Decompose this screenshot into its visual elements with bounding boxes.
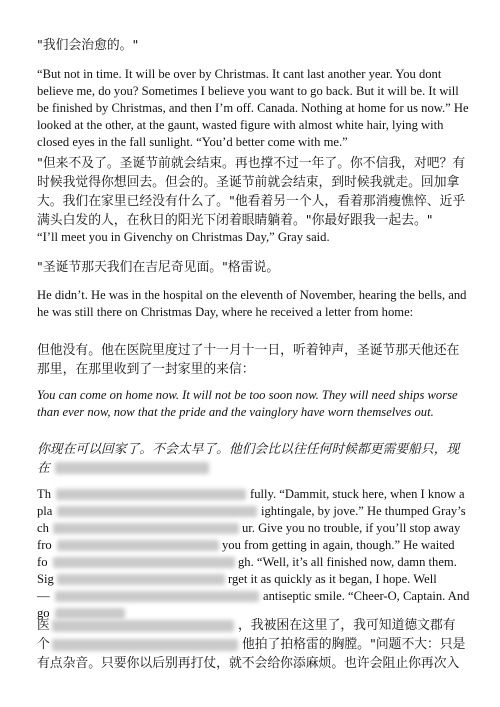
redacted-block [53,557,235,568]
p10-line-7-lead: — [37,589,50,603]
p11-line-2-lead: 个 [37,637,50,652]
p10-line-7-tail: antiseptic smile. “Cheer-O, Captain. And [263,589,470,603]
p10-line-1-tail: fully. “Dammit, stuck here, when I know a [250,487,465,501]
paragraph-2: “But not in time. It will be over by Christmas. It cant last another year. You dont believe me, do you? Sometimes I believe you want to go back. But it will be. It will be finished by Christmas, and then I’m off. Canada. Nothing at home for us now.” He looked at the other, at the gaunt, wasted figure with almost white hair, lying with closed eyes in the fall sunlight. “You’d better come with me.” [37,67,469,149]
p10-line-8-lead: go [37,606,50,620]
redacted-block [57,574,225,585]
redacted-block [53,523,239,534]
redacted-block [57,506,257,517]
redacted-block [55,462,209,474]
redacted-block [57,540,219,551]
redacted-block [52,620,234,632]
paragraph-3: "但来不及了。圣诞节前就会结束。再也撑不过一年了。你不信我，对吧？有时候我觉得你想回去。但会的。圣诞节前就会结束，到时候我就走。回加拿大。我们在家里已经没有什么了。"他看着另一个人，看着那消瘦憔悴、近乎满头白发的人，在秋日的阳光下闭着眼睛躺着。"你最好跟我一起去。" [37,156,466,228]
p10-line-5-lead: fo [37,555,48,569]
paragraph-1: "我们会治愈的。" [37,38,139,53]
p10-line-2-lead: pla [37,504,53,518]
redacted-block [56,489,246,500]
p10-line-5-tail: gh. “Well, it’s all finished now, damn them. [238,555,457,569]
redacted-block [52,639,238,651]
paragraph-5: "圣诞节那天我们在吉尼奇见面。"格雷说。 [37,260,280,275]
paragraph-4: “I’ll meet you in Givenchy on Christmas Day,” Gray said. [37,230,330,244]
p11-line-3: 有点杂音。只要你以后别再打仗，就不会给你添麻烦。也许会阻止你再次入 [37,656,460,671]
p10-line-6-tail: rget it as quickly as it began, I hope. Well [228,572,437,586]
p11-line-1-tail: ，我被困在这里了，我可知道德文郡有 [238,618,456,633]
p10-line-3-tail: ur. Give you no trouble, if you’ll stop away [242,521,461,535]
p10-line-4-lead: fro [37,538,52,552]
redacted-block [55,608,125,619]
p11-line-1-lead: 医 [37,618,50,633]
p10-line-2-tail: ightingale, by jove.” He thumped Gray’s [261,504,466,518]
paragraph-8-italic: You can come on home now. It will not be too soon now. They will need ships worse than ever now, now that the pride and the vainglory have worn themselves out. [37,388,458,419]
p10-line-1-lead: Th [37,487,51,501]
paragraph-7: 但他没有。他在医院里度过了十一月十一日，听着钟声，圣诞节那天他还在那里，在那里收到了一封家里的来信： [37,343,460,377]
paragraph-9-italic: 你现在可以回家了。不会太早了。他们会比以往任何时候都更需要船只，现在 [37,442,460,476]
p10-line-3-lead: ch [37,521,49,535]
p10-line-4-tail: you from getting in again, though.” He waited [222,538,455,552]
redacted-block [55,591,259,602]
p10-line-6-lead: Sig [37,572,54,586]
paragraph-6: He didn’t. He was in the hospital on the eleventh of November, hearing the bells, and he was still there on Christmas Day, where he received a letter from home: [37,288,467,319]
p11-line-2-tail: 他拍了拍格雷的胸膛。"问题不大：只是 [242,637,466,652]
